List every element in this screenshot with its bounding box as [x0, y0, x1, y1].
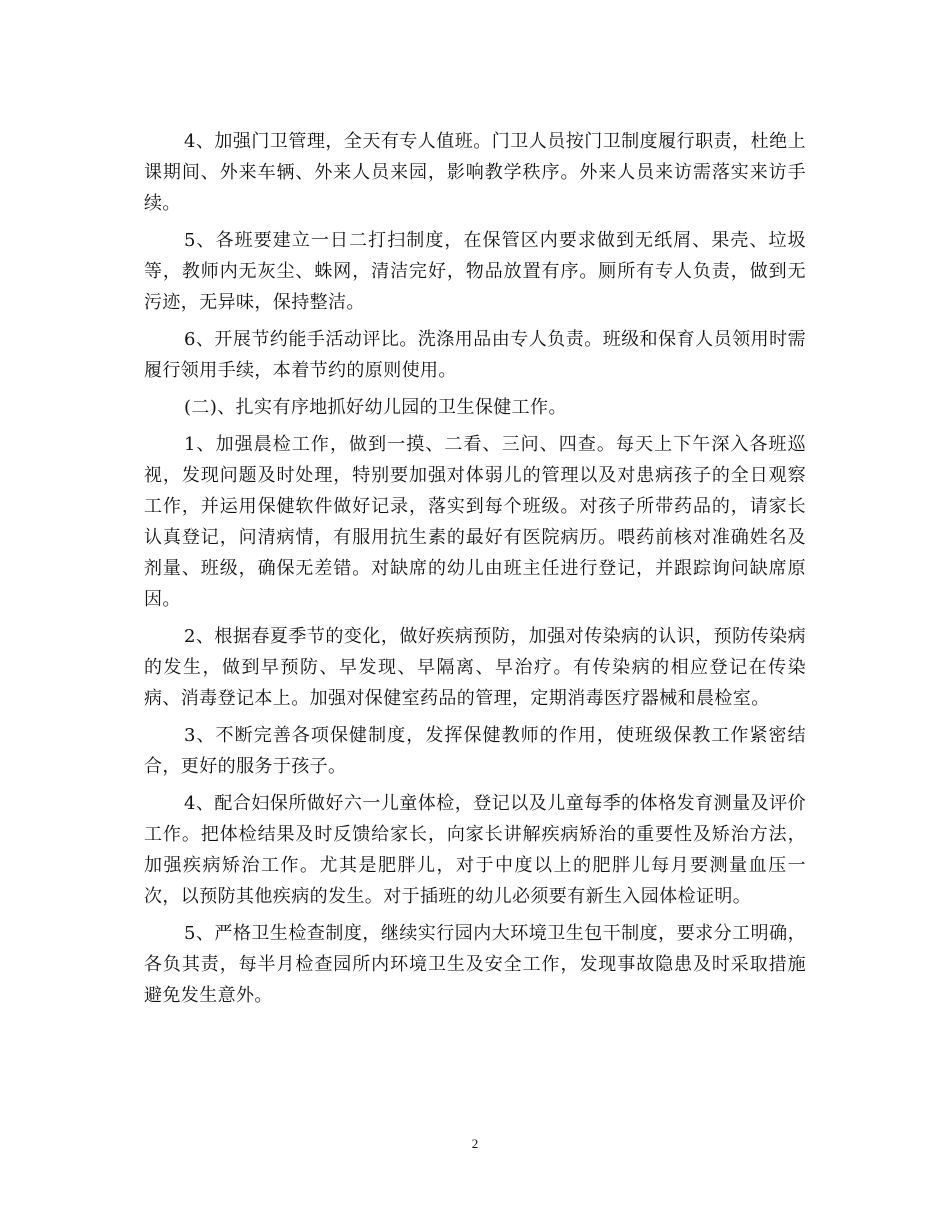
paragraph-saving-activity: 6、开展节约能手活动评比。洗涤用品由专人负责。班级和保育人员领用时需履行领用手续，本着节约的原则使用。 — [144, 329, 806, 381]
page-number: 2 — [471, 1136, 479, 1151]
paragraph-hygiene-inspection: 5、严格卫生检查制度，继续实行园内大环境卫生包干制度，要求分工明确，各负其责，每半月检查园所内环境卫生及安全工作，发现事故隐患及时采取措施避免发生意外。 — [144, 923, 806, 1006]
paragraph-health-system: 3、不断完善各项保健制度，发挥保健教师的作用，使班级保教工作紧密结合，更好的服务于孩子。 — [144, 725, 806, 777]
section-heading-health-care: (二)、扎实有序地抓好幼儿园的卫生保健工作。 — [184, 397, 567, 418]
paragraph-security-guard: 4、加强门卫管理，全天有专人值班。门卫人员按门卫制度履行职责，杜绝上课期间、外来车辆、外来人员来园，影响教学秩序。外来人员来访需落实来访手续。 — [144, 131, 806, 214]
paragraph-cleaning-system: 5、各班要建立一日二打扫制度，在保管区内要求做到无纸屑、果壳、垃圾等，教师内无灰尘、蛛网，清洁完好，物品放置有序。厕所有专人负责，做到无污迹，无异味，保持整洁。 — [144, 230, 806, 313]
paragraph-physical-exam: 4、配合妇保所做好六一儿童体检，登记以及儿童每季的体格发育测量及评价工作。把体检结果及时反馈给家长，向家长讲解疾病矫治的重要性及矫治方法，加强疾病矫治工作。尤其是肥胖儿，对于中度以上的肥胖儿每月要测量血压一次，以预防其他疾病的发生。对于插班的幼儿必须要有新生入园体检证明。 — [144, 793, 806, 907]
document-body — [144, 126, 806, 1017]
paragraph-morning-check: 1、加强晨检工作，做到一摸、二看、三问、四查。每天上下午深入各班巡视，发现问题及时处理，特别要加强对体弱儿的管理以及对患病孩子的全日观察工作，并运用保健软件做好记录，落实到每个班级。对孩子所带药品的，请家长认真登记，问清病情，有服用抗生素的最好有医院病历。喂药前核对准确姓名及剂量、班级，确保无差错。对缺席的幼儿由班主任进行登记，并跟踪询问缺席原因。 — [144, 434, 806, 610]
paragraph-disease-prevention: 2、根据春夏季节的变化，做好疾病预防，加强对传染病的认识，预防传染病的发生，做到早预防、早发现、早隔离、早治疗。有传染病的相应登记在传染病、消毒登记本上。加强对保健室药品的管理，定期消毒医疗器械和晨检室。 — [144, 626, 806, 709]
